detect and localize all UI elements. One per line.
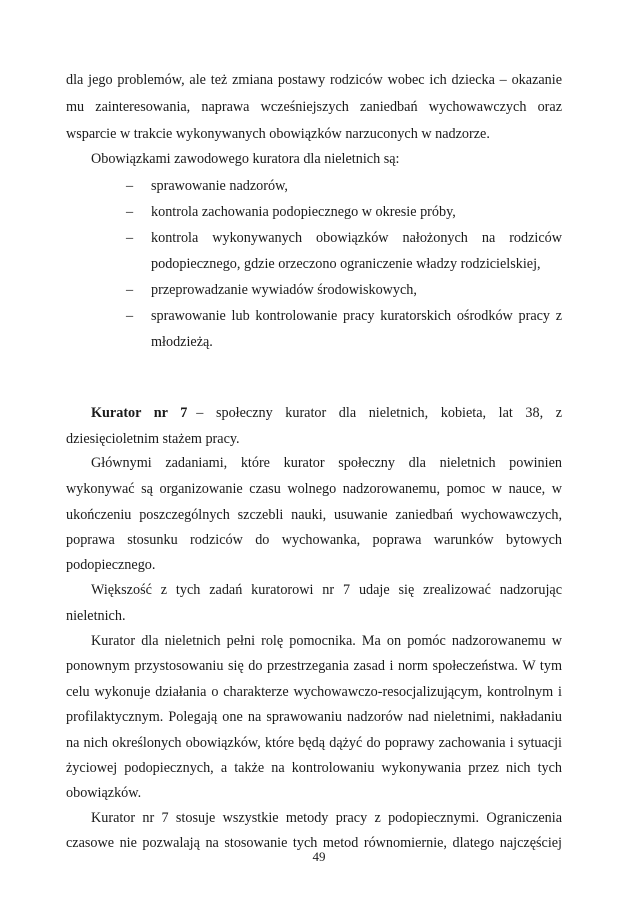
bullet-dash: – [126,282,134,298]
paragraph-line: życiowej podopiecznych, a także na kontrolowaniu wykonywania przez nich tych [66,760,562,776]
paragraph-line: wykonywać są organizowanie czasu wolnego nadzorowanemu, pomoc w nauce, w [66,481,562,497]
paragraph-line: ukończeniu poszczególnych szczebli nauki, usuwanie zaniedbań wychowawczych, [66,507,562,523]
paragraph-line: dla jego problemów, ale też zmiana postawy rodziców wobec ich dziecka – okazanie [66,72,562,88]
bullet-dash: – [126,204,134,220]
paragraph-line: podopiecznego. [66,557,156,573]
bullet-item: przeprowadzanie wywiadów środowiskowych, [151,282,417,298]
case-heading-line [91,403,562,423]
paragraph-line: Większość z tych zadań kuratorowi nr 7 udaje się zrealizować nadzorując [91,582,562,598]
paragraph-line: celu wykonuje działania o charakterze wychowawczo-resocjalizującym, kontrolnym i [66,684,562,700]
paragraph-line: Głównymi zadaniami, które kurator społeczny dla nieletnich powinien [91,455,562,471]
bullet-dash: – [126,178,134,194]
paragraph-line: ponownym przystosowaniu się do przestrzegania zasad i norm społeczeństwa. W tym [66,658,562,674]
bullet-item-continuation: młodzieżą. [151,334,213,350]
case-label: Kurator nr 7 [91,405,188,421]
list-intro-line: Obowiązkami zawodowego kuratora dla nieletnich są: [91,151,400,167]
bullet-item-continuation: podopiecznego, gdzie orzeczono ograniczenie władzy rodzicielskiej, [151,256,541,272]
paragraph-line: poprawa stosunku rodziców do wychowanka, poprawa warunków bytowych [66,532,562,548]
paragraph-line: wsparcie w trakcie wykonywanych obowiązków narzuconych w nadzorze. [66,126,490,142]
paragraph-line: profilaktycznym. Polegają one na sprawowaniu nadzorów nad nieletnimi, nakładaniu [66,709,562,725]
case-description: – społeczny kurator dla nieletnich, kobieta, lat 38, z [196,405,562,421]
bullet-item: sprawowanie nadzorów, [151,178,288,194]
bullet-item: kontrola wykonywanych obowiązków nałożonych na rodziców [151,230,562,246]
paragraph-line: na nich określonych obowiązków, które będą dążyć do poprawy zachowania i sytuacji [66,735,562,751]
paragraph-line: mu zainteresowania, naprawa wcześniejszych zaniedbań wychowawczych oraz [66,99,562,115]
bullet-dash: – [126,230,134,246]
bullet-item: kontrola zachowania podopiecznego w okresie próby, [151,204,456,220]
paragraph-line: nieletnich. [66,608,126,624]
paragraph-line: Kurator nr 7 stosuje wszystkie metody pracy z podopiecznymi. Ograniczenia [91,810,562,826]
paragraph-line: Kurator dla nieletnich pełni rolę pomocnika. Ma on pomóc nadzorowanemu w [91,633,562,649]
bullet-item: sprawowanie lub kontrolowanie pracy kuratorskich ośrodków pracy z [151,308,562,324]
paragraph-line: dziesięcioletnim stażem pracy. [66,431,240,447]
paragraph-line: obowiązków. [66,785,142,801]
page-number: 49 [312,849,326,864]
paragraph-line: czasowe nie pozwalają na stosowanie tych metod równomiernie, dlatego najczęściej [66,835,562,851]
bullet-dash: – [126,308,134,324]
